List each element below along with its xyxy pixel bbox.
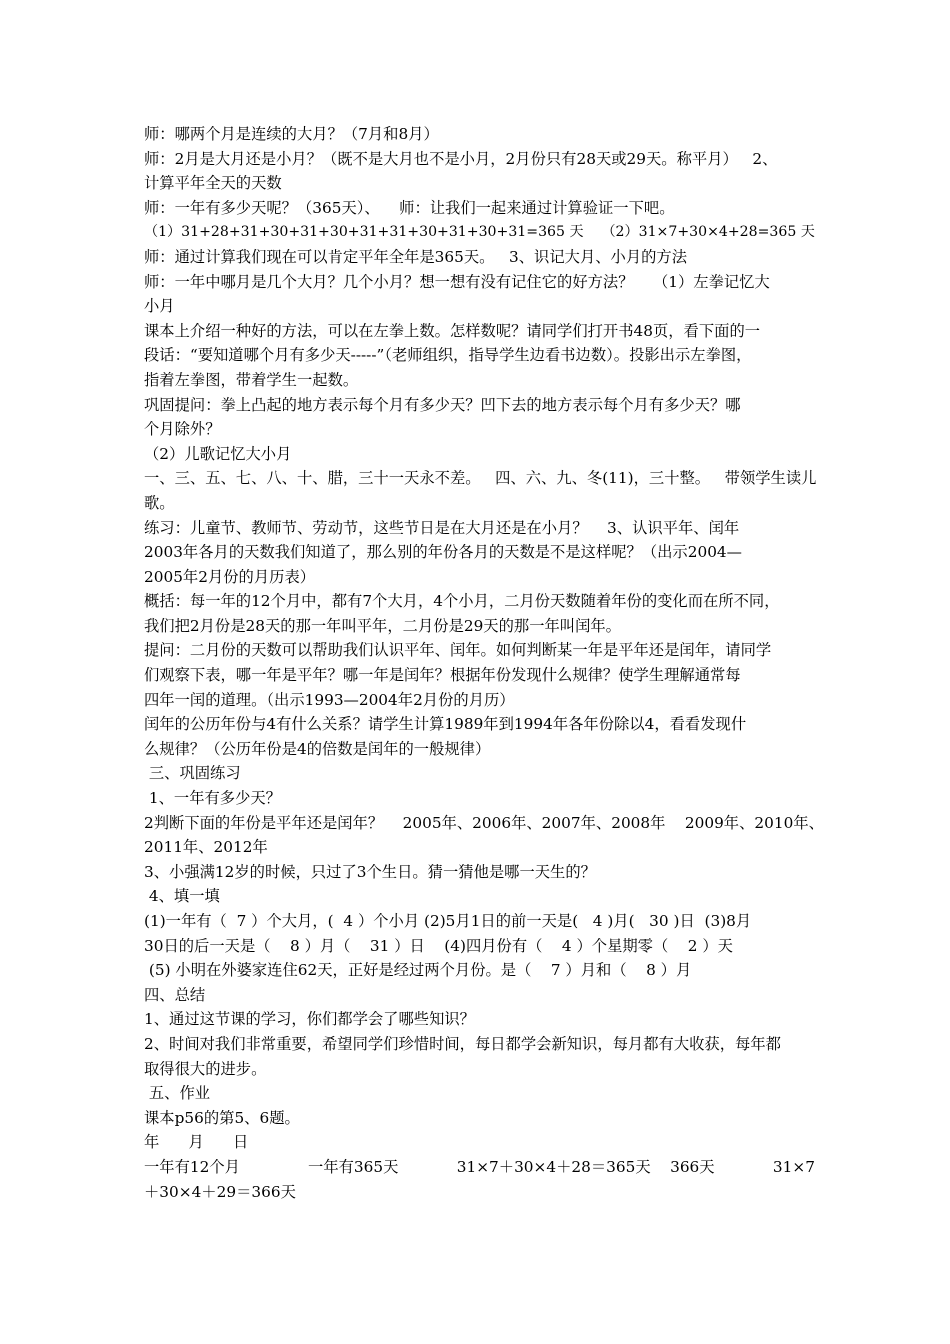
text-line: （1）31+28+31+30+31+30+31+31+30+31+30+31=365 天 （2）31×7+30×4+28=365 天	[144, 224, 815, 241]
text-line: 30日的后一天是（ 8 ）月（ 31 ）日 (4)四月份有（ 4 ）个星期零（ 2 ）天	[144, 936, 733, 955]
text-line: 1、一年有多少天？	[144, 789, 281, 808]
text-line: 五、作业	[144, 1084, 211, 1103]
text-line: ＋30×4＋29＝366天	[144, 1182, 296, 1201]
text-line: 师：2月是大月还是小月？（既不是大月也不是小月，2月份只有28天或29天。称平月） 2、	[144, 149, 778, 168]
text-line: 段话：“要知道哪个月有多少天-----”（老师组织，指导学生边看书边数）。投影出示左拳图，	[144, 346, 752, 365]
text-line: 年 月 日	[144, 1133, 249, 1152]
text-line: 2003年各月的天数我们知道了，那么别的年份各月的天数是不是这样呢？（出示2004—	[144, 543, 742, 562]
text-line: 计算平年全天的天数	[144, 174, 282, 193]
text-line: 四年一闰的道理。（出示1993—2004年2月份的月历）	[144, 690, 515, 709]
text-line: 师：一年有多少天呢？（365天）、 师：让我们一起来通过计算验证一下吧。	[144, 198, 675, 217]
text-line: (5) 小明在外婆家连住62天，正好是经过两个月份。是（ 7 ）月和（ 8 ）月	[144, 961, 692, 980]
text-line: 练习：儿童节、教师节、劳动节，这些节日是在大月还是在小月？ 3、认识平年、闰年	[144, 518, 740, 537]
text-line: 2005年2月份的月历表）	[144, 567, 316, 586]
text-line: 课本上介绍一种好的方法，可以在左拳上数。怎样数呢？请同学们打开书48页，看下面的一	[144, 321, 761, 340]
text-line: 师：通过计算我们现在可以肯定平年全年是365天。 3、识记大月、小月的方法	[144, 247, 688, 266]
text-line: 三、巩固练习	[144, 764, 241, 783]
text-line: 么规律？（公历年份是4的倍数是闰年的一般规律）	[144, 739, 491, 758]
text-line: 2判断下面的年份是平年还是闰年？ 2005年、2006年、2007年、2008年 2009年、2010年、	[144, 813, 824, 832]
document-body	[144, 122, 824, 1204]
text-line: 歌。	[144, 493, 175, 512]
text-line: 小月	[144, 297, 175, 316]
text-line: 闰年的公历年份与4有什么关系？请学生计算1989年到1994年各年份除以4，看看发现什	[144, 715, 747, 734]
text-line: 个月除外？	[144, 420, 221, 439]
text-line: 一年有12个月 一年有365天 31×7＋30×4＋28＝365天 366天 31×7	[144, 1157, 815, 1176]
text-line: 1、通过这节课的学习，你们都学会了哪些知识？	[144, 1010, 475, 1029]
text-line: 四、总结	[144, 985, 206, 1004]
text-line: （2）儿歌记忆大小月	[144, 444, 292, 463]
text-line: 巩固提问：拳上凸起的地方表示每个月有多少天？凹下去的地方表示每个月有多少天？哪	[144, 395, 741, 414]
text-line: 课本p56的第5、6题。	[144, 1108, 300, 1127]
text-line: 2、时间对我们非常重要，希望同学们珍惜时间，每日都学会新知识，每月都有大收获，每年都	[144, 1034, 781, 1053]
text-line: 一、三、五、七、八、十、腊，三十一天永不差。 四、六、九、冬(11)，三十整。 带领学生读儿	[144, 469, 817, 488]
text-line: 2011年、2012年	[144, 838, 268, 857]
text-line: 概括：每一年的12个月中，都有7个大月，4个小月，二月份天数随着年份的变化而在所不同，	[144, 592, 780, 611]
text-line: 3、小强满12岁的时候，只过了3个生日。猜一猜他是哪一天生的？	[144, 862, 596, 881]
text-line: 师：哪两个月是连续的大月？（7月和8月）	[144, 125, 439, 143]
text-line: 我们把2月份是28天的那一年叫平年，二月份是29天的那一年叫闰年。	[144, 616, 621, 635]
text-line: (1)一年有（ 7 ）个大月，( 4 ）个小月 (2)5月1日的前一天是( 4 )月( 30 )日 (3)8月	[144, 912, 752, 930]
text-line: 指着左拳图，带着学生一起数。	[144, 370, 359, 389]
text-line: 师：一年中哪月是几个大月？几个小月？想一想有没有记住它的好方法？ （1）左拳记忆大	[144, 272, 770, 291]
text-line: 们观察下表，哪一年是平年？哪一年是闰年？根据年份发现什么规律？使学生理解通常每	[144, 666, 741, 685]
text-line: 提问：二月份的天数可以帮助我们认识平年、闰年。如何判断某一年是平年还是闰年，请同学	[144, 641, 772, 660]
text-line: 4、填一填	[144, 887, 220, 906]
text-line: 取得很大的进步。	[144, 1059, 267, 1078]
